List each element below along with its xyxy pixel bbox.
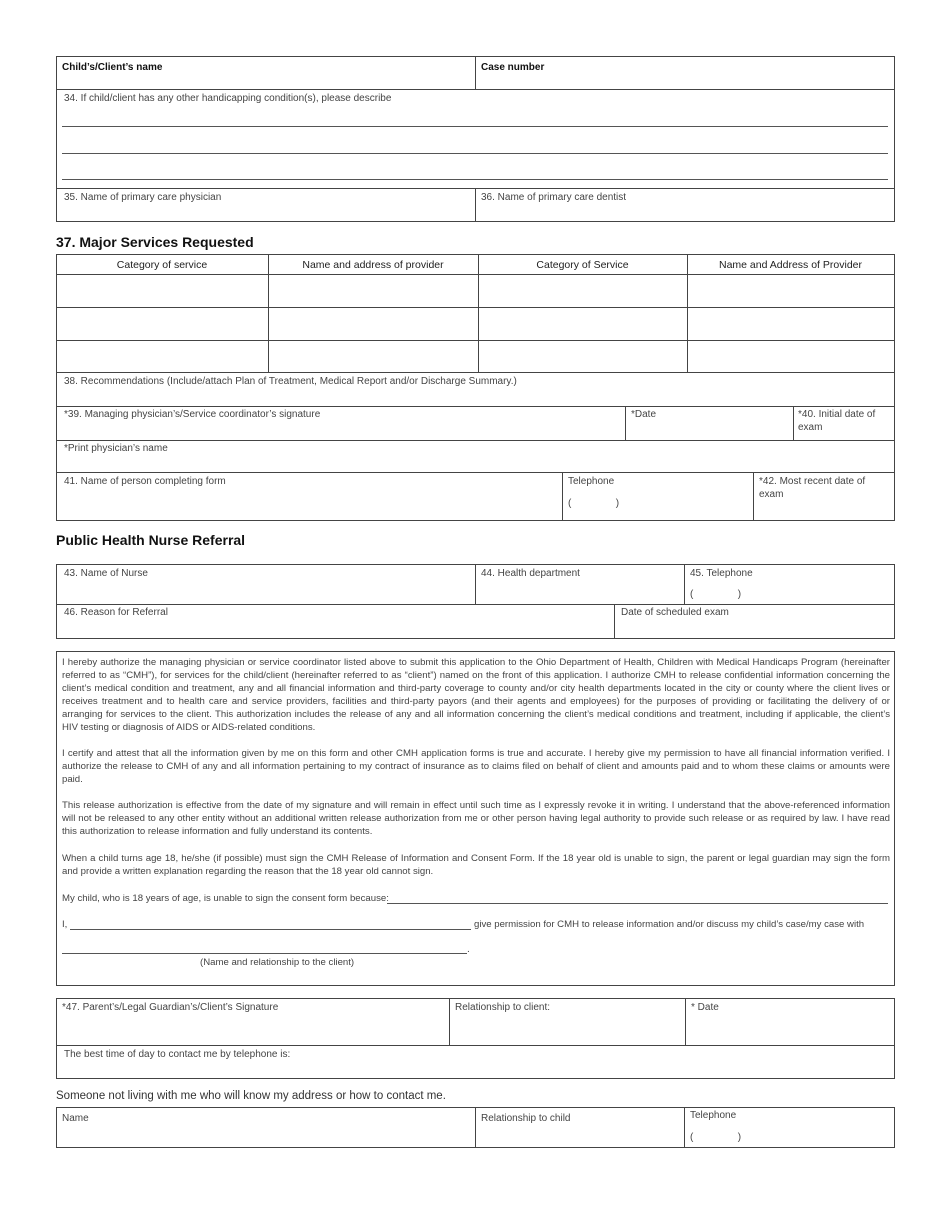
date-label: *Date: [631, 409, 657, 420]
scheduled-exam-field[interactable]: [615, 619, 894, 638]
person-completing-field[interactable]: [57, 488, 561, 520]
service-cell[interactable]: [688, 341, 894, 371]
col-category-of-service: Category of service: [116, 259, 208, 271]
q34-line-3[interactable]: [62, 179, 888, 180]
print-physician-label: *Print physician’s name: [64, 443, 168, 454]
child-name-field[interactable]: [57, 74, 474, 89]
divider: [56, 372, 895, 373]
contact-name-field[interactable]: [57, 1125, 474, 1147]
contact-relationship-label: Relationship to child: [481, 1113, 571, 1124]
divider: [56, 440, 895, 441]
q35-label: 35. Name of primary care physician: [64, 192, 222, 203]
period: .: [467, 944, 470, 955]
authorization-paragraph-3: This release authorization is effective from the date of my signature and will remain in effect until such time as I expressly revoke it in writing. I understand that the above-referenced information will not be released to any other entity without an additional written release authorization from me or other person having legal authority to provide such release or as required by law. I have read this authorization to release information and fully understand its contents.: [62, 800, 890, 837]
contact-phone-parens[interactable]: ( ): [690, 1132, 742, 1143]
services-title: 37. Major Services Requested: [56, 234, 254, 250]
q40-label: *40. Initial date of exam: [798, 409, 876, 433]
service-cell[interactable]: [688, 308, 894, 339]
guardian-signature-field[interactable]: [57, 1014, 448, 1044]
service-cell[interactable]: [57, 341, 267, 371]
contact-name-label: Name: [62, 1113, 89, 1124]
q44-label: 44. Health department: [481, 568, 580, 579]
print-physician-field[interactable]: [57, 455, 894, 471]
recent-exam-date-field[interactable]: [754, 502, 894, 520]
case-number-field[interactable]: [476, 74, 894, 89]
divider: [56, 406, 895, 407]
phone-parens[interactable]: ( ): [568, 498, 620, 509]
relationship-to-client-label: Relationship to client:: [455, 1002, 551, 1013]
service-cell[interactable]: [479, 341, 686, 371]
authorization-paragraph-1: I hereby authorize the managing physician or service coordinator listed above to submit this application to the Ohio Department of Health, Children with Medical Handicaps Program (hereinafter referred to as “CMH”), for services for the child/client (hereinafter referred to as “client”) named on the front of this application. I authorize CMH to release confidential information concerning the client’s medical condition and treatment, any and all financial information and third-party coverage to county and/or city health departments located in the city or county where the client lives or receives treatment and to health care and service providers, facilities and third-party payors (and their agents and employees) for the purposes of providing or facilitating the delivery of or arranging for services to the client. This authorization includes the release of any and all information concerning the client’s medical conditions and treatment, including if applicable, the client’s HIV testing or diagnosis of AIDS or AIDS-related conditions.: [62, 657, 890, 733]
q46-label: 46. Reason for Referral: [64, 607, 168, 618]
col-provider: Name and address of provider: [302, 259, 444, 271]
telephone-label: Telephone: [568, 476, 615, 487]
divider: [56, 1045, 895, 1046]
q34-label: 34. If child/client has any other handicapping condition(s), please describe: [64, 93, 392, 104]
service-cell[interactable]: [269, 308, 477, 339]
signature-date-label: * Date: [691, 1002, 719, 1013]
contact-intro: Someone not living with me who will know my address or how to contact me.: [56, 1090, 446, 1102]
recommendations-field[interactable]: [57, 388, 894, 405]
q47-label: *47. Parent’s/Legal Guardian’s/Client’s Signature: [62, 1002, 279, 1013]
service-cell[interactable]: [688, 275, 894, 306]
service-cell[interactable]: [57, 308, 267, 339]
service-cell[interactable]: [479, 275, 686, 306]
service-cell[interactable]: [269, 275, 477, 306]
primary-physician-field[interactable]: [57, 204, 474, 221]
divider: [56, 604, 895, 605]
i-label: I,: [62, 919, 68, 930]
nurse-referral-title: Public Health Nurse Referral: [56, 532, 246, 548]
physician-date-field[interactable]: [626, 421, 792, 439]
contact-relationship-field[interactable]: [476, 1125, 683, 1147]
primary-dentist-field[interactable]: [476, 204, 894, 221]
q42-label: *42. Most recent date of exam: [759, 476, 866, 500]
authorization-paragraph-4: When a child turns age 18, he/she (if possible) must sign the CMH Release of Information and Consent Form. If the 18 year old is unable to sign, the parent or legal guardian may sign the form and provide a written explanation regarding the reason that the 18 year old cannot sign.: [62, 853, 890, 877]
name-relationship-caption: (Name and relationship to the client): [200, 957, 355, 968]
permission-label: give permission for CMH to release information and/or discuss my child’s case/my case with: [474, 919, 865, 930]
contact-telephone-label: Telephone: [690, 1110, 737, 1121]
relationship-line[interactable]: [62, 953, 467, 954]
divider: [562, 472, 563, 521]
q34-line-1[interactable]: [62, 126, 888, 127]
relationship-to-client-field[interactable]: [450, 1014, 684, 1044]
nurse-name-field[interactable]: [57, 580, 474, 604]
child-name-label: Child’s/Client’s name: [62, 62, 163, 73]
signature-date-field[interactable]: [686, 1014, 894, 1044]
physician-signature-field[interactable]: [57, 421, 624, 439]
health-department-field[interactable]: [476, 580, 683, 604]
service-cell[interactable]: [57, 275, 267, 306]
q45-label: 45. Telephone: [690, 568, 753, 579]
service-cell[interactable]: [269, 341, 477, 371]
nurse-phone-parens[interactable]: ( ): [690, 589, 742, 600]
name-line[interactable]: [70, 929, 471, 930]
divider: [684, 564, 685, 605]
col-category-of-service-2: Category of Service: [536, 259, 629, 271]
best-time-label: The best time of day to contact me by telephone is:: [64, 1049, 291, 1060]
q41-label: 41. Name of person completing form: [64, 476, 226, 487]
q38-label: 38. Recommendations (Include/attach Plan of Treatment, Medical Report and/or Discharge Summary.): [64, 376, 517, 387]
q43-label: 43. Name of Nurse: [64, 568, 148, 579]
unable-to-sign-label: My child, who is 18 years of age, is unable to sign the consent form because:: [62, 893, 389, 904]
divider: [56, 472, 895, 473]
initial-exam-date-field[interactable]: [794, 421, 894, 439]
q36-label: 36. Name of primary care dentist: [481, 192, 627, 203]
scheduled-exam-label: Date of scheduled exam: [621, 607, 729, 618]
divider: [56, 89, 895, 90]
q39-label: *39. Managing physician’s/Service coordinator’s signature: [64, 409, 321, 420]
divider: [684, 1107, 685, 1148]
service-cell[interactable]: [479, 308, 686, 339]
referral-reason-field[interactable]: [57, 619, 613, 638]
col-provider-2: Name and Address of Provider: [719, 259, 862, 271]
authorization-paragraph-2: I certify and attest that all the information given by me on this form and other CMH application forms is true and accurate. I hereby give my permission to have all financial information verified. I authorize the release to CMH of any and all information pertaining to my contract of insurance as to claims filed on behalf of client and amounts paid and to whom these claims or amounts were paid.: [62, 748, 890, 785]
unable-to-sign-line[interactable]: [387, 903, 888, 904]
case-number-label: Case number: [481, 62, 545, 73]
q34-line-2[interactable]: [62, 153, 888, 154]
best-time-field[interactable]: [57, 1061, 894, 1078]
